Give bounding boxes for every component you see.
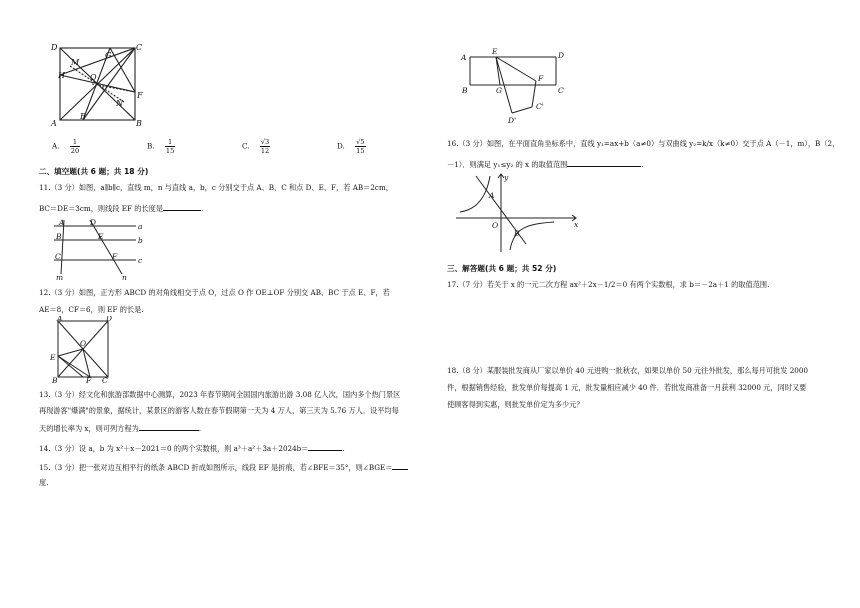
q10-label-e: E: [80, 112, 86, 121]
section2-title: 二、填空题(共 6 题；共 18 分): [39, 167, 149, 176]
q10-option-a: A. $\frac{1}{20}$: [52, 138, 80, 155]
q11-label-line-a: a: [138, 222, 143, 231]
q11-label-line-b: b: [138, 236, 143, 245]
q16-line2: －1）．则满足 y₁≤y₂ 的 x 的取值范围 .: [447, 160, 644, 169]
q16-label-a: A: [489, 191, 495, 200]
q16-label-y: y: [504, 173, 509, 182]
q10-figure: [50, 42, 145, 128]
q10-label-m: M: [71, 58, 80, 67]
q15-label-g: G: [496, 86, 502, 95]
q11-label-d: D: [90, 218, 97, 227]
q16-label-x: x: [574, 220, 579, 229]
q10-label-c: C: [136, 43, 143, 52]
q11-line1: 11.（3 分）如图，a∥b∥c，直线 m，n 与直线 a，b，c 分别交于点 A、B、C 和点 D、E、F，若 AB＝2cm，: [39, 183, 393, 192]
q15-line1: 15.（3 分）把一张对边互相平行的纸条 ABCD 折成如图所示，线段 EF 是折痕，若∠BFE＝35°，则∠BGE＝: [39, 461, 408, 473]
q13-line3: 天的增长率为 x，则可列方程为 .: [39, 424, 202, 433]
q11-label-e: E: [98, 232, 104, 241]
q16-figure: [454, 172, 584, 257]
q10-label-b: B: [136, 119, 142, 128]
section3-title: 三、解答题(共 6 题；共 52 分): [447, 264, 557, 273]
q10-label-d: D: [51, 43, 58, 52]
q15-label-b: B: [462, 86, 468, 95]
q12-label-a: A: [57, 316, 63, 323]
q12-label-o: O: [80, 339, 87, 348]
q12-label-e: E: [50, 353, 56, 362]
q16-label-o: O: [492, 221, 499, 230]
q15-label-f: F: [538, 74, 544, 83]
q12-label-d: D: [106, 316, 112, 323]
q12-label-f: F: [86, 376, 92, 384]
q16-label-b: B: [514, 229, 520, 238]
q12-label-b: B: [52, 376, 58, 384]
q15-label-e: E: [492, 47, 498, 56]
q15-figure: [460, 45, 580, 125]
q11-label-line-c: c: [138, 256, 143, 265]
q18-line3: 使顾客得到实惠，则批发单价定为多少元？: [447, 400, 584, 409]
q12-figure: [50, 316, 112, 384]
q18-line1: 18.（8 分）某服装批发商从厂家以单价 40 元进购一批秋衣，如果以单价 50 元往外批发，那么每月可批发 2000: [447, 366, 808, 375]
q16-line1: 16.（3 分）如图，在平面直角坐标系中，直线 y₁=ax+b（a≠0）与双曲线 y₂=k/x（k≠0）交于点 A（－1，m），B（2，: [447, 139, 840, 148]
q12-line2: AE＝8，CF＝6，则 EF 的长是.: [39, 305, 144, 314]
q11-label-m: m: [56, 273, 64, 282]
q10-option-b: B. $\frac{1}{15}$: [147, 138, 175, 155]
q11-label-f: F: [112, 252, 118, 261]
q13-line1: 13.（3 分）经文化和旅游部数据中心测算，2023 年春节期间全国国内旅游出游 3.08 亿人次，国内多个热门景区: [39, 390, 401, 399]
q17-line: 17.（7 分）若关于 x 的一元二次方程 ax²＋2x－1/2＝0 有两个实数根，求 b＝－2a＋1 的取值范围.: [447, 280, 770, 289]
q12-label-c: C: [102, 376, 108, 384]
q15-label-c: C: [558, 86, 564, 95]
q15-label-d: D: [558, 51, 565, 60]
q10-label-a: A: [51, 119, 57, 128]
q10-label-o: O: [90, 73, 97, 82]
q10-label-g: G: [105, 51, 112, 60]
q18-line2: 件，根据销售经验，批发单价每提高 1 元，批发量相应减少 40 件．若批发商准备一月获利 32000 元，同时又要: [447, 383, 807, 392]
q10-option-d: D. $\frac{√5}{15}$: [337, 138, 365, 155]
q10-label-n: N: [116, 99, 123, 108]
q11-figure: [50, 216, 145, 282]
q10-label-h: H: [58, 71, 65, 80]
q11-label-a: A: [59, 218, 65, 227]
q14-line: 14.（3 分）设 a，b 为 x²＋x－2021＝0 的两个实数根，则 a³＋a²＋3a＋2024b＝ .: [39, 444, 345, 453]
q11-line2: BC＝DE＝3cm，则线段 EF 的长度是 .: [39, 204, 204, 213]
q15-line2: 度.: [39, 478, 49, 487]
q12-line1: 12.（3 分）如图，正方形 ABCD 的对角线相交于点 O，过点 O 作 OE⊥OF 分别交 AB、BC 于点 E、F，若: [39, 288, 390, 297]
q11-label-c: C: [55, 252, 61, 261]
q11-label-n: n: [122, 273, 127, 282]
q15-label-d-prime: D': [508, 116, 517, 125]
q15-label-c-prime: C': [536, 102, 544, 111]
q10-option-c: C. $\frac{√3}{12}$: [242, 138, 270, 155]
q15-label-a: A: [461, 53, 467, 62]
q13-line2: 再现游客"爆满"的景象，据统计，某景区的游客人数在春节假期第一天为 4 万人，第三天为 5.76 万人．设平均每: [39, 406, 399, 415]
q11-label-b: B: [56, 232, 62, 241]
q10-label-f: F: [137, 91, 143, 100]
